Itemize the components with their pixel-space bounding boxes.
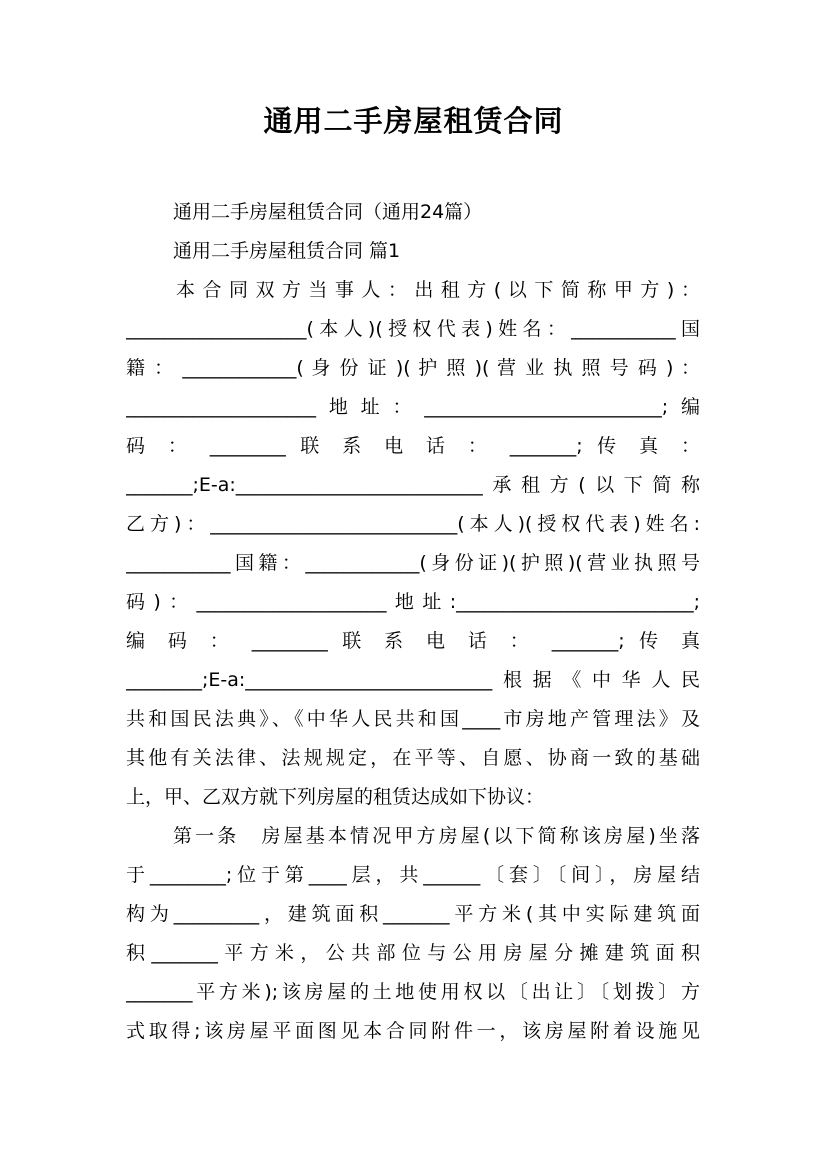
- paragraph-line: 上，甲、乙双方就下列房屋的租赁达成如下协议：: [126, 786, 545, 808]
- paragraph-line: 籍 ： ____________( 身 份 证 )( 护 照 )( 营 业 执 照 号 码 ) ：: [126, 357, 700, 379]
- subtitle-line: 通用二手房屋租赁合同（通用24篇）: [173, 201, 483, 223]
- paragraph-line: ________;E-a:__________________________根据《中华人民: [126, 669, 700, 691]
- paragraph-line: 积_______平方米，公共部位与公用房屋分摊建筑面积: [126, 942, 700, 964]
- paragraph-line: ___________国籍：____________(身份证)(护照)(营业执照号: [126, 552, 700, 574]
- paragraph-line: 其他有关法律、法规规定，在平等、自愿、协商一致的基础: [126, 747, 700, 769]
- paragraph-line: 式取得;该房屋平面图见本合同附件一，该房屋附着设施见: [126, 1020, 700, 1042]
- article-heading-line: 第一条 房屋基本情况甲方房屋(以下简称该房屋)坐落: [173, 825, 700, 847]
- paragraph-line: 构为_________，建筑面积_______平方米(其中实际建筑面: [126, 903, 700, 925]
- paragraph-line: 码 ： ________ 联 系 电 话 ： _______; 传 真 ：: [126, 435, 700, 457]
- paragraph-line: _______;E-a:__________________________承租方(以下简称: [126, 474, 700, 496]
- paragraph-line: 于________;位于第____层，共______〔套〕〔间〕，房屋结: [126, 864, 700, 886]
- paragraph-line: 共和国民法典》、《中华人民共和国____市房地产管理法》及: [126, 708, 700, 730]
- paragraph-line: 码)：____________________地址:_________________________;: [126, 591, 700, 613]
- paragraph-line: 编 码 ： ________ 联 系 电 话 ： _______; 传 真: [126, 630, 700, 652]
- paragraph-line: ___________________(本人)(授权代表)姓名：___________国: [126, 318, 700, 340]
- paragraph-line: _______平方米);该房屋的土地使用权以〔出让〕〔划拨〕方: [126, 981, 700, 1003]
- paragraph-line: 本 合 同 双 方 当 事 人 ： 出 租 方 ( 以 下 简 称 甲 方 ) ：: [176, 279, 700, 301]
- document-title: 通用二手房屋租赁合同: [263, 104, 564, 138]
- paragraph-line: ____________________地址：_________________________;编: [126, 396, 700, 418]
- paragraph-line: 乙方)：__________________________(本人)(授权代表)姓名:: [126, 513, 700, 535]
- section-heading: 通用二手房屋租赁合同 篇1: [173, 240, 401, 262]
